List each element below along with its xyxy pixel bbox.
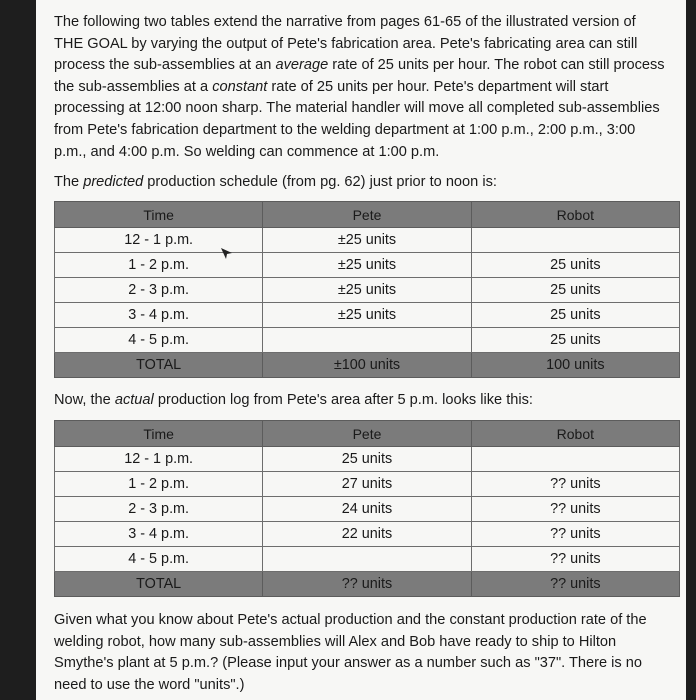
- time-cell: 1 - 2 p.m.: [55, 253, 263, 278]
- intro-text-1: The following two tables extend the narrative from pages 61-65 of the illustrated version of THE GOAL by varying the output of Pete's fabrication area. Pete's fabricating area can still process the sub-assemblies at an: [54, 14, 638, 74]
- pete-cell: [263, 547, 471, 572]
- time-cell: 4 - 5 p.m.: [55, 547, 263, 572]
- robot-cell: [471, 228, 679, 253]
- question-paragraph: Given what you know about Pete's actual production and the constant production rate of the welding robot, how many sub-assemblies will Alex and Bob have ready to ship to Hilton Smythe's plant at 5 p.m.? (Please input your answer as a number such as "37". There is no need to use the word "units".): [54, 612, 647, 693]
- time-cell: 12 - 1 p.m.: [55, 228, 263, 253]
- total-pete: ±100 units: [263, 353, 471, 378]
- pete-cell: 24 units: [263, 497, 471, 522]
- table-row: [55, 278, 680, 303]
- header-robot: Robot: [471, 421, 679, 447]
- table-header-row: [55, 421, 680, 447]
- total-row: [55, 572, 680, 597]
- time-cell: 4 - 5 p.m.: [55, 328, 263, 353]
- table-row: [55, 522, 680, 547]
- robot-cell: 25 units: [471, 328, 679, 353]
- pete-cell: ±25 units: [263, 303, 471, 328]
- actual-caption-text-1: Now, the: [54, 392, 115, 408]
- document-page: [36, 0, 686, 700]
- pete-cell: ±25 units: [263, 278, 471, 303]
- pete-cell: ±25 units: [263, 228, 471, 253]
- total-label: TOTAL: [55, 572, 263, 597]
- predicted-schedule-table: [54, 201, 680, 378]
- robot-cell: ?? units: [471, 497, 679, 522]
- robot-cell: 25 units: [471, 278, 679, 303]
- total-pete: ?? units: [263, 572, 471, 597]
- actual-caption: [54, 390, 666, 412]
- total-label: TOTAL: [55, 353, 263, 378]
- pete-cell: [263, 328, 471, 353]
- table-header-row: [55, 202, 680, 228]
- pete-cell: ±25 units: [263, 253, 471, 278]
- robot-cell: 25 units: [471, 303, 679, 328]
- intro-text-2: rate of 25 units per hour. The robot can still process the sub-assemblies at a: [54, 57, 665, 95]
- header-time: Time: [55, 202, 263, 228]
- actual-log-table: [54, 420, 680, 597]
- table-row: [55, 228, 680, 253]
- table-row: [55, 303, 680, 328]
- predicted-caption: [54, 172, 666, 194]
- total-row: [55, 353, 680, 378]
- header-pete: Pete: [263, 202, 471, 228]
- actual-caption-em: actual: [114, 392, 154, 408]
- robot-cell: ?? units: [471, 522, 679, 547]
- predicted-caption-em: predicted: [83, 174, 144, 190]
- intro-constant: constant: [212, 78, 268, 95]
- time-cell: 2 - 3 p.m.: [55, 497, 263, 522]
- intro-average: average: [275, 57, 329, 74]
- table-row: [55, 253, 680, 278]
- time-cell: 1 - 2 p.m.: [55, 472, 263, 497]
- table-row: [55, 472, 680, 497]
- header-robot: Robot: [471, 202, 679, 228]
- time-cell: 12 - 1 p.m.: [55, 447, 263, 472]
- predicted-caption-text-1: The: [54, 174, 84, 190]
- table-row: [55, 447, 680, 472]
- table-row: [55, 328, 680, 353]
- robot-cell: ?? units: [471, 547, 679, 572]
- intro-paragraph: [54, 12, 666, 163]
- predicted-caption-text-2: production schedule (from pg. 62) just prior to noon is:: [143, 174, 497, 190]
- time-cell: 3 - 4 p.m.: [55, 522, 263, 547]
- intro-text-3: rate of 25 units per hour. Pete's department will start processing at 12:00 noon sharp. The material handler will move all completed sub-assemblies from Pete's fabrication department to the welding department at 1:00 p.m., 2:00 p.m., 3:00 p.m., and 4:00 p.m. So welding can commence at 1:00 p.m.: [54, 78, 660, 160]
- mouse-cursor-icon: [220, 247, 234, 261]
- header-pete: Pete: [263, 421, 471, 447]
- time-cell: 3 - 4 p.m.: [55, 303, 263, 328]
- actual-caption-text-2: production log from Pete's area after 5 p.m. looks like this:: [153, 392, 533, 408]
- robot-cell: 25 units: [471, 253, 679, 278]
- table-row: [55, 547, 680, 572]
- table-row: [55, 497, 680, 522]
- header-time: Time: [55, 421, 263, 447]
- time-cell: 2 - 3 p.m.: [55, 278, 263, 303]
- total-robot: ?? units: [471, 572, 679, 597]
- robot-cell: ?? units: [471, 472, 679, 497]
- pete-cell: 25 units: [263, 447, 471, 472]
- pete-cell: 27 units: [263, 472, 471, 497]
- pete-cell: 22 units: [263, 522, 471, 547]
- total-robot: 100 units: [471, 353, 679, 378]
- robot-cell: [471, 447, 679, 472]
